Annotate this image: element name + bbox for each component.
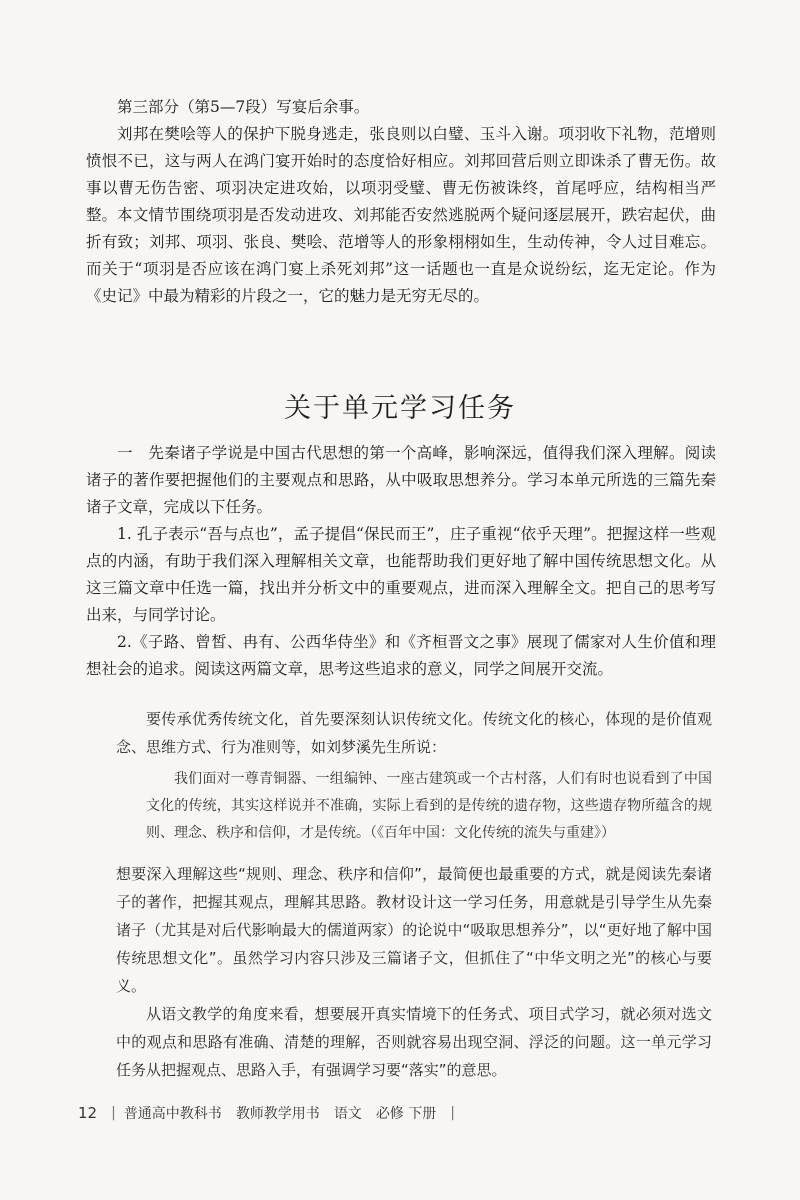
block-quote: 我们面对一尊青铜器、一组编钟、一座古建筑或一个古村落，人们有时也说看到了中国文化的传统，其实这样说并不准确，实际上看到的是传统的遗存物，这些遗存物所蕴含的规则、理念、秩序和信仰，才是传统。（《百年中国：文化传统的流失与重建》） [146,771,712,841]
commentary-paragraph-1: 要传承优秀传统文化，首先要深刻认识传统文化。传统文化的核心，体现的是价值观念、思维方式、行为准则等，如刘梦溪先生所说： [116,710,712,756]
task-intro-paragraph: 一 先秦诸子学说是中国古代思想的第一个高峰，影响深远，值得我们深入理解。阅读诸子的著作要把握他们的主要观点和思路，从中吸取思想养分。学习本单元所选的三篇先秦诸子文章，完成以下任务。 [86,444,716,516]
section-heading-part3: 第三部分（第5—7段）写宴后余事。 [117,98,370,116]
page-number: 12 [78,1104,98,1122]
commentary-paragraph-2: 想要深入理解这些“规则、理念、秩序和信仰”，最简便也最重要的方式，就是阅读先秦诸子的著作，把握其观点，理解其思路。教材设计这一学习任务，用意就是引导学生从先秦诸子（尤其是对后代影响最大的儒道两家）的论说中“吸取思想养分”，以“更好地了解中国传统思想文化”。虽然学习内容只涉及三篇诸子文，但抓住了“中华文明之光”的核心与要义。 [116,865,712,995]
book-type: 教师教学用书 [235,1106,320,1122]
section-title: 关于单元学习任务 [284,393,516,424]
task-item-1: 1. 孔子表示“吾与点也”，孟子提倡“保民而王”，庄子重视“依乎天理”。把握这样一些观点的内涵，有助于我们深入理解相关文章，也能帮助我们更好地了解中国传统思想文化。从这三篇文章中任选一篇，找出并分析文中的重要观点，进而深入理解全文。把自己的思考写出来，与同学讨论。 [86,525,716,624]
paragraph-analysis: 本文情节围绕项羽是否发动进攻、刘邦能否安然逃脱两个疑问逐层展开，跌宕起伏，曲折有致；刘邦、项羽、张良、樊哙、范增等人的形象栩栩如生，生动传神，令人过目难忘。而关于“项羽是否应该在鸿门宴上杀死刘邦”这一话题也一直是众说纷纭，迄无定论。作为《史记》中最为精彩的片段之一，它的魅力是无穷无尽的。 [86,206,716,305]
paragraph-part3-summary: 刘邦在樊哙等人的保护下脱身逃走，张良则以白璧、玉斗入谢。项羽收下礼物，范增则愤恨不已，这与两人在鸿门宴开始时的态度恰好相应。刘邦回营后则立即诛杀了曹无伤。故事以曹无伤告密、项羽决定进攻始，以项羽受璧、曹无伤被诛终，首尾呼应，结构相当严整。 [86,125,716,224]
task-item-2: 2.《子路、曾皙、冉有、公西华侍坐》和《齐桓晋文之事》展现了儒家对人生价值和理想社会的追求。阅读这两篇文章，思考这些追求的意义，同学之间展开交流。 [86,633,716,678]
footer-separator: | [111,1105,116,1121]
page-footer [78,1103,455,1123]
commentary-paragraph-3: 从语文教学的角度来看，想要展开真实情境下的任务式、项目式学习，就必须对选文中的观点和思路有准确、清楚的理解，否则就容易出现空洞、浮泛的问题。这一单元学习任务从把握观点、思路入手，有强调学习要“落实”的意思。 [116,1005,712,1079]
subject: 语文 [333,1106,362,1122]
volume: 必修 下册 [375,1106,437,1122]
book-series: 普通高中教科书 [123,1106,222,1122]
footer-separator-end: | [450,1105,455,1121]
